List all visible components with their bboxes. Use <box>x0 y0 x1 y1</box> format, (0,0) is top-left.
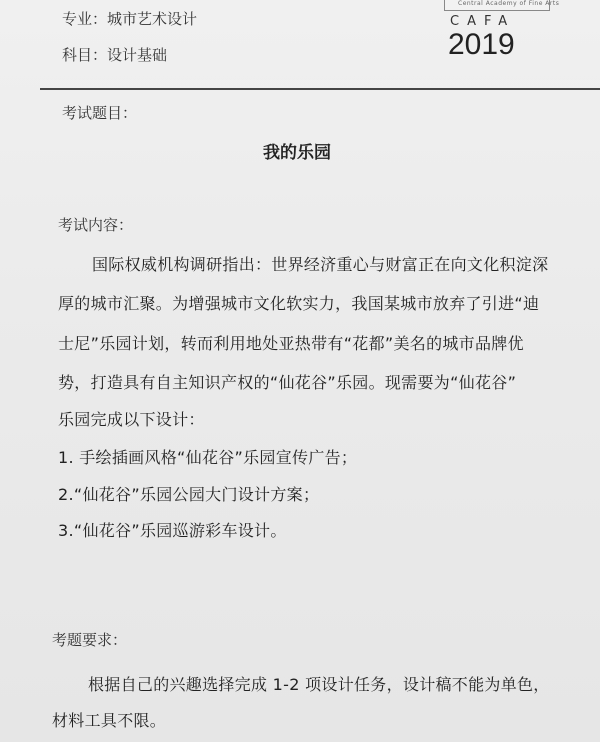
cafa-logo: CAFA <box>450 14 516 29</box>
major-label: 专业： <box>62 10 108 28</box>
requirements-heading: 考题要求： <box>52 631 128 649</box>
major-value: 城市艺术设计 <box>107 10 198 28</box>
requirements-line-2: 材料工具不限。 <box>52 711 167 730</box>
exam-title: 我的乐园 <box>263 143 331 163</box>
content-line-3: 士尼”乐园计划，转而利用地处亚热带有“花都”美名的城市品牌优 <box>58 334 524 353</box>
task-item-1: 1. 手绘插画风格“仙花谷”乐园宣传广告； <box>58 448 358 467</box>
content-heading: 考试内容： <box>58 216 134 234</box>
content-line-2: 厚的城市汇聚。为增强城市文化软实力，我国某城市放弃了引进“迪 <box>58 294 540 313</box>
topic-heading: 考试题目： <box>62 104 138 122</box>
content-line-4: 势，打造具有自主知识产权的“仙花谷”乐园。现需要为“仙花谷” <box>58 373 517 392</box>
exam-year: 2019 <box>448 28 515 61</box>
task-item-2: 2.“仙花谷”乐园公园大门设计方案； <box>58 485 320 504</box>
subject-label: 科目： <box>62 46 108 64</box>
content-line-5: 乐园完成以下设计： <box>58 410 205 429</box>
header-divider <box>40 88 600 90</box>
major-line <box>62 8 197 29</box>
task-item-3: 3.“仙花谷”乐园巡游彩车设计。 <box>58 521 287 540</box>
cafa-logo-subtext: Central Academy of Fine Arts <box>458 0 560 7</box>
requirements-line-1: 根据自己的兴趣选择完成 1-2 项设计任务，设计稿不能为单色， <box>88 675 550 694</box>
subject-line <box>62 44 167 65</box>
subject-value: 设计基础 <box>107 46 168 64</box>
content-line-1: 国际权威机构调研指出：世界经济重心与财富正在向文化积淀深 <box>92 255 549 274</box>
